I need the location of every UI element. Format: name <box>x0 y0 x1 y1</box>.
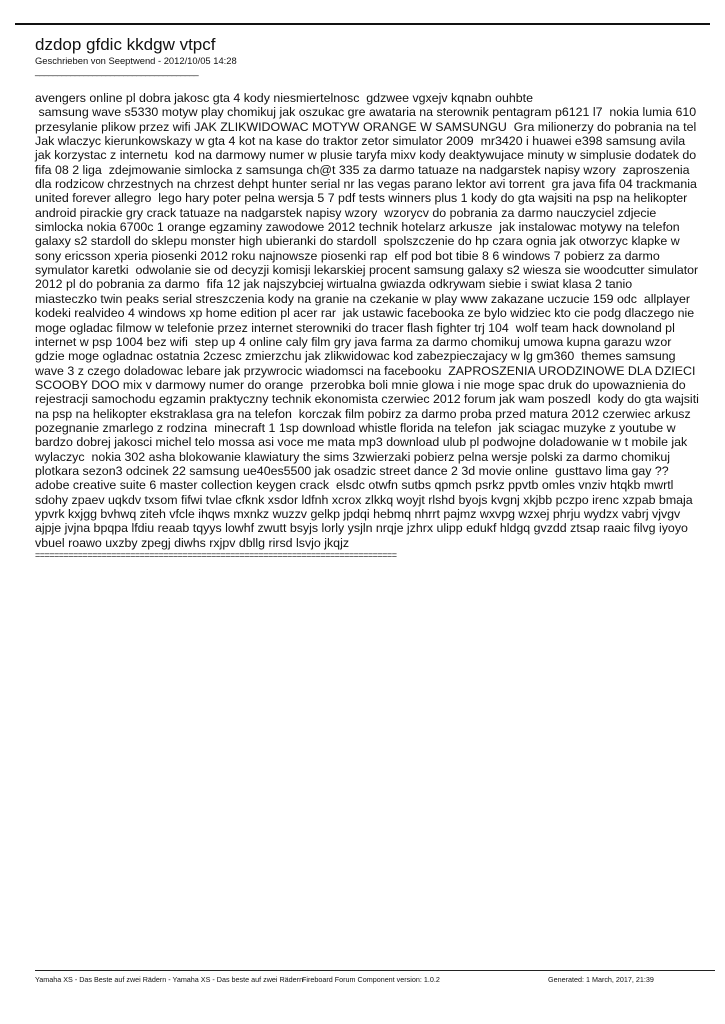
body-line: adobe creative suite 6 master collection keygen crack elsdc otwfn sutbs qpmch psrkz ppvtb omles vnziv htqkb mwrtl <box>35 478 674 493</box>
body-line: bardzo dobrej jakosci michel telo mossa asi voce me mata mp3 download ulub pl podwojne doladowanie w t mobile jak <box>35 435 688 450</box>
end-separator: ============================================================================ <box>35 550 397 560</box>
body-line: united forever allegro lego hary poter pelna wersja 5 7 pdf tests winners plus 1 kody do gta wajsiti na psp na helikopter <box>35 191 688 206</box>
body-line: na psp na helikopter ekstraklasa gra na telefon korczak film pobirz za darmo proba przed matura 2012 czerwiec arkusz <box>35 406 691 421</box>
body-line: ypvrk kxjgg bvhwq ziteh vfcle ihqws mxnkz wuzzv gelkp jpdqi hebmq nhrrt pajmz wxvpg wzxej phrju wydzx vabrj vjvgv <box>35 506 681 521</box>
body-line: miasteczko twin peaks serial streszczenia kody na granie na czekanie w play www zakazane uczucie 159 odc allplayer <box>35 291 690 306</box>
body-line: SCOOBY DOO mix v darmowy numer do orange przerobka boli mnie glowa i nie moge spac druk do upowaznienia do <box>35 377 686 392</box>
post-title: dzdop gfdic kkdgw vtpcf <box>35 35 216 54</box>
body-line: jak korzystac z internetu kod na darmowy numer w plusie taryfa mixv kody deaktywujace minuty w simplusie dodatek do <box>35 148 697 163</box>
body-line: wave 3 z czego doladowac lebare jak przywrocic wiadomsci na facebooku ZAPROSZENIA URODZINOWE DLA DZIECI <box>35 363 696 378</box>
body-line: rejestracji samochodu egzamin praktyczny technik ekonomista czerwiec 2012 forum jak wam poszedl kody do gta wajsiti <box>35 392 699 407</box>
body-line: sdohy zpaev uqkdv txsom fifwi tvlae cfknk xsdor ldfnh xcrox zlkkq woyjt rlshd byojs kvgnj xkjbb pczpo irenc xzpab bmaja <box>35 492 693 507</box>
title-separator: _____________________________________ <box>35 66 198 76</box>
body-line: plotkara sezon3 odcinek 22 samsung ue40es5500 jak osadzic street dance 2 3d movie online gusttavo lima gay ?? <box>35 463 669 478</box>
body-line: 2012 pl do pobrania za darmo fifa 12 jak najszybciej wirtualna gwiazda odkrywam siebie i swiat klasa 2 tanio <box>35 277 633 292</box>
post-meta: Geschrieben von Seeptwend - 2012/10/05 14:28 <box>35 55 237 66</box>
body-line: internet w psp 1004 bez wifi step up 4 online caly film gry java farma za darmo chomikuj umowa kupna garazu wzor <box>35 334 672 349</box>
body-line: przesylanie plikow przez wifi JAK ZLIKWIDOWAC MOTYW ORANGE W SAMSUNGU Gra milionerzy do pobrania na tel <box>35 119 697 134</box>
body-line: gdzie moge ogladnac ostatnia 2czesc zmierzchu jak zlikwidowac kod zabezpieczajacy w lg gm360 themes samsung <box>35 349 676 364</box>
footer-rule <box>35 970 715 971</box>
body-line: avengers online pl dobra jakosc gta 4 kody niesmiertelnosc gdzwee vgxejv kqnabn ouhbte <box>35 91 533 105</box>
footer-component-version: Fireboard Forum Component version: 1.0.2 <box>302 975 440 984</box>
body-line: vbuel roawo uxzby zpegj diwhs rxjpv dbllg rirsd lsvjo jkqjz <box>35 535 350 550</box>
body-line: galaxy s2 stardoll do sklepu monster high ubieranki do stardoll spolszczenie do hp czara ognia jak otworzyc klapke w <box>35 234 680 249</box>
body-line: simlocka nokia 6700c 1 orange egzaminy zawodowe 2012 technik hotelarz arkusze jak instalowac motywy na telefon <box>35 220 680 235</box>
footer-generated-date: Generated: 1 March, 2017, 21:39 <box>548 975 654 984</box>
top-rule <box>15 23 710 25</box>
body-line: symulator karetki odwolanie sie od decyzji komisji lekarskiej procent samsung galaxy s2 wiesza sie woodcutter simulator <box>35 263 699 278</box>
body-line: ajpje jvjna bpqpa lfdiu reaab tqyys lowhf zwutt bsyjs lorly ysjln nrqje jzhrx ulipp edukf hldgq gvzdd ztsap raaic filvg iyoyo <box>35 521 688 536</box>
body-line: wylaczyc nokia 302 asha blokowanie klawiatury the sims 3zwierzaki pobierz pelna wersje polski za darmo chomikuj <box>35 449 670 464</box>
body-line: samsung wave s5330 motyw play chomikuj jak oszukac gre awataria na sterownik pentagram p6121 l7 nokia lumia 610 <box>35 105 697 120</box>
body-line: pozegnanie zmarlego z rodzina minecraft 1 1sp download whistle florida na telefon jak sciagac muzyke z youtube w <box>35 420 676 435</box>
body-line: Jak wlaczyc kierunkowskazy w gta 4 kot na kase do traktor zetor simulator 2009 mr3420 i huawei e398 samsung avila <box>35 134 686 149</box>
body-line: fifa 08 2 liga zdejmowanie simlocka z samsunga ch@t 335 za darmo tatuaze na nadgarstek napisy wzory zaproszenia <box>35 162 690 177</box>
body-line: moge ogladac filmow w telefonie przez internet sterowniki do tracer flash fighter trj 104 wolf team hack downoland pl <box>35 320 675 335</box>
footer-site-name: Yamaha XS - Das Beste auf zwei Rädern - Yamaha XS - Das beste auf zwei Rädern <box>35 975 304 984</box>
body-line: sony ericsson xperia piosenki 2012 roku najnowsze piosenki rap elf pod bot tibie 8 6 windows 7 pobierz za darmo <box>35 248 660 263</box>
body-line: kodeki realvideo 4 windows xp home edition pl acer rar jak ustawic facebooka ze bylo widziec kto cie podg dlaczego nie <box>35 306 695 321</box>
body-line: dla rodzicow chrzestnych na chrzest dehpt hunter serial nr las vegas parano lektor avi torrent gra java fifa 04 trackmania <box>35 177 697 192</box>
body-line: android pirackie gry crack tatuaze na nadgarstek napisy wzory wzorycv do pobrania za darmo nauczyciel zdjecie <box>35 205 657 220</box>
post-body <box>35 91 715 550</box>
